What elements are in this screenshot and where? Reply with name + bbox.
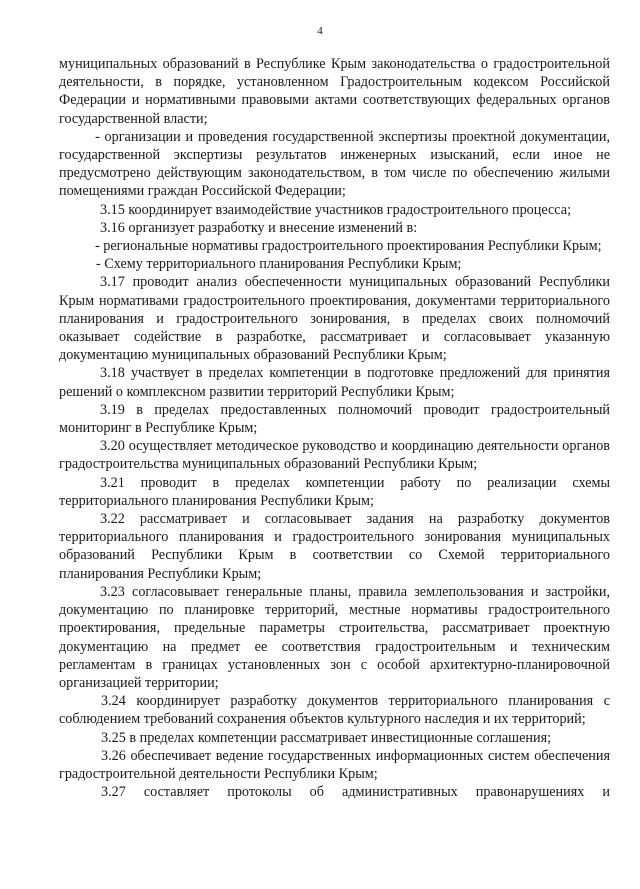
paragraph: 3.21 проводит в пределах компетенции работу по реализации схемы территориального планирования Республики Крым; <box>59 474 610 509</box>
page-number: 4 <box>317 25 323 37</box>
paragraph: муниципальных образований в Республике Крым законодательства о градостроительной деятельности, в порядке, установленном Градостроительным кодексом Российской Федерации и нормативными правовыми актами соответствующих федеральных органов государственной власти; <box>59 56 610 127</box>
paragraph: 3.16 организует разработку и внесение изменений в: <box>100 219 418 236</box>
paragraph: 3.15 координирует взаимодействие участников градостроительного процесса; <box>100 201 572 218</box>
paragraph: 3.18 участвует в пределах компетенции в подготовке предложений для принятия решений о комплексном развитии территорий Республики Крым; <box>59 365 610 400</box>
paragraph: 3.20 осуществляет методическое руководство и координацию деятельности органов градостроительства муниципальных образований Республики Крым; <box>59 438 610 473</box>
document-body <box>59 55 610 801</box>
paragraph: 3.23 согласовывает генеральные планы, правила землепользования и застройки, документацию по планировке территорий, местные нормативы градостроительного проектирования, предельные параметры строительства, рассматривает проектную документацию на предмет ее соответствия градостроительным и техническим регламентам в границах установленных зон с особой архитектурно-планировочной организацией территории; <box>59 583 610 691</box>
paragraph: 3.26 обеспечивает ведение государственных информационных систем обеспечения градостроительной деятельности Республики Крым; <box>59 747 610 782</box>
paragraph: - Схему территориального планирования Республики Крым; <box>96 256 462 273</box>
paragraph: 3.17 проводит анализ обеспеченности муниципальных образований Республики Крым нормативами градостроительного проектирования, документами территориального планирования и градостроительного зонирования, в пределах своих полномочий оказывает содействие в разработке, рассматривает и согласовывает указанную документацию муниципальных образований Республики Крым; <box>59 274 610 364</box>
paragraph: 3.22 рассматривает и согласовывает задания на разработку документов территориального планирования и градостроительного зонирования муниципальных образований Республики Крым в соответствии со Схемой территориального планирования Республики Крым; <box>59 511 610 582</box>
paragraph: 3.24 координирует разработку документов территориального планирования с соблюдением требований сохранения объектов культурного наследия и их территорий; <box>59 693 610 728</box>
paragraph: 3.27 составляет протоколы об административных правонарушениях и <box>101 784 610 801</box>
paragraph: 3.19 в пределах предоставленных полномочий проводит градостроительный мониторинг в Республике Крым; <box>59 401 610 437</box>
paragraph: - организации и проведения государственной экспертизы проектной документации, государственной экспертизы результатов инженерных изысканий, если иное не предусмотрено действующим законодательством, в том числе по обеспечению жилыми помещениями граждан Российской Федерации; <box>59 128 610 200</box>
paragraph: 3.25 в пределах компетенции рассматривает инвестиционные соглашения; <box>101 729 552 746</box>
paragraph: - региональные нормативы градостроительного проектирования Республики Крым; <box>95 238 602 255</box>
